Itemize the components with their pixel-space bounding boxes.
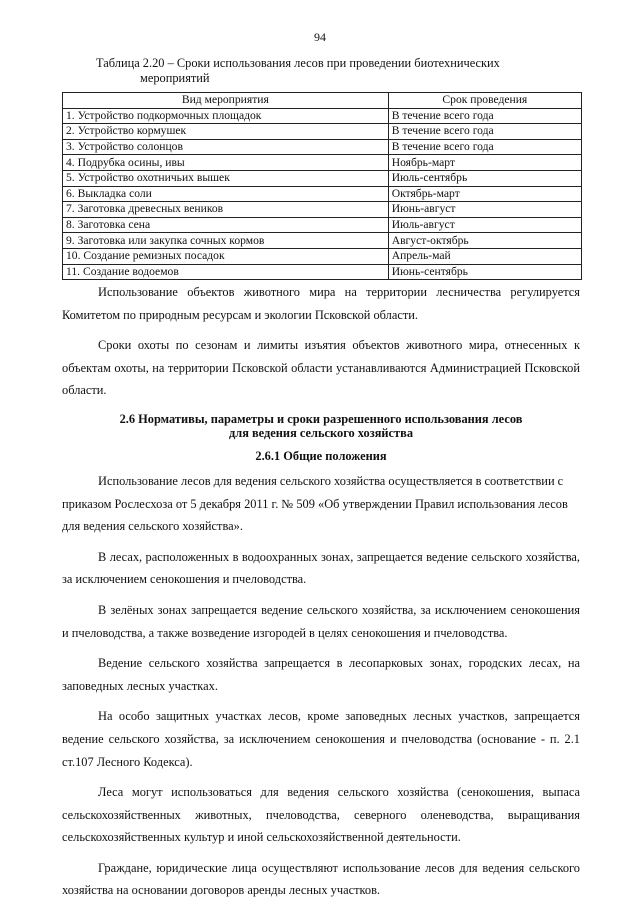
table-cell-period: В течение всего года — [388, 139, 581, 155]
paragraph-forest-parks: Ведение сельского хозяйства запрещается в лесопарковых зонах, городских лесах, на заповедных лесных участках. — [62, 656, 580, 693]
table-row — [63, 139, 582, 155]
column-header-measure: Вид мероприятия — [63, 93, 389, 109]
section-heading-line-2: для ведения сельского хозяйства — [228, 425, 414, 440]
table-cell-period: Ноябрь-март — [388, 155, 581, 171]
paragraph-lease-agreements: Граждане, юридические лица осуществляют использование лесов для ведения сельского хозяйства на основании договоров аренды лесных участков. — [62, 860, 580, 898]
body-text — [62, 281, 580, 902]
table-row — [63, 124, 582, 140]
column-header-period: Срок проведения — [388, 93, 581, 109]
table-cell-measure: 7. Заготовка древесных веников — [63, 202, 389, 218]
table-row — [63, 233, 582, 249]
table-cell-period: Апрель-май — [388, 248, 581, 264]
table-header-row — [63, 93, 582, 109]
table-cell-period: Июнь-сентябрь — [388, 264, 581, 280]
table-cell-measure: 11. Создание водоемов — [63, 264, 389, 280]
table-caption-line-1: Таблица 2.20 – Сроки использования лесов при проведении биотехнических — [96, 56, 500, 70]
table-caption-line-2: мероприятий — [140, 71, 210, 85]
table-cell-measure: 9. Заготовка или закупка сочных кормов — [63, 233, 389, 249]
table-cell-measure: 1. Устройство подкормочных площадок — [63, 108, 389, 124]
table-cell-period: Июль-сентябрь — [388, 170, 581, 186]
section-heading — [62, 412, 580, 440]
table-cell-period: Июль-август — [388, 217, 581, 233]
table-row — [63, 248, 582, 264]
table-cell-period: Август-октябрь — [388, 233, 581, 249]
table-cell-measure: 8. Заготовка сена — [63, 217, 389, 233]
table-row — [63, 264, 582, 280]
table-row — [63, 155, 582, 171]
table-cell-period: Июнь-август — [388, 202, 581, 218]
table-cell-period: В течение всего года — [388, 124, 581, 140]
paragraph-wildlife-regulation: Использование объектов животного мира на территории лесничества регулируется Комитетом по природным ресурсам и экологии Псковской области. — [62, 285, 580, 322]
paragraph-hunting-seasons: Сроки охоты по сезонам и лимиты изъятия объектов животного мира, отнесенных к объектам охоты, на территории Псковской области устанавливаются Администрацией Псковской области. — [62, 338, 580, 398]
table-cell-measure: 4. Подрубка осины, ивы — [63, 155, 389, 171]
table-row — [63, 170, 582, 186]
table-row — [63, 202, 582, 218]
page-number: 94 — [314, 30, 326, 44]
biotechnical-measures-table — [62, 92, 582, 280]
paragraph-agriculture-uses: Леса могут использоваться для ведения сельского хозяйства (сенокошения, выпаса сельскохозяйственных животных, пчеловодства, северного оленеводства, выращивания сельскохозяйственных культур и иной сельскохозяйственной деятельности. — [62, 785, 580, 845]
table-cell-measure: 3. Устройство солонцов — [63, 139, 389, 155]
table-caption — [96, 56, 556, 86]
section-heading-line-1: 2.6 Нормативы, параметры и сроки разрешенного использования лесов — [119, 411, 523, 426]
table-cell-measure: 10. Создание ремизных посадок — [63, 248, 389, 264]
paragraph-order-509: Использование лесов для ведения сельского хозяйства осуществляется в соответствии с приказом Рослесхоза от 5 декабря 2011 г. № 509 «Об утверждении Правил использования лесов для ведения сельского хозяйства». — [62, 473, 568, 534]
paragraph-green-zones: В зелёных зонах запрещается ведение сельского хозяйства, за исключением сенокошения и пчеловодства, а также возведение изгородей в целях сенокошения и пчеловодства. — [62, 602, 580, 640]
table-row — [63, 186, 582, 202]
table-row — [63, 108, 582, 124]
paragraph-protective-areas: На особо защитных участках лесов, кроме заповедных лесных участков, запрещается ведение сельского хозяйства, за исключением сенокошения и пчеловодства (основание - п. 2.1 ст.107 Лесного Кодекса). — [62, 709, 580, 769]
table-cell-measure: 2. Устройство кормушек — [63, 124, 389, 140]
paragraph-water-protection: В лесах, расположенных в водоохранных зонах, запрещается ведение сельского хозяйства, за исключением сенокошения и пчеловодства. — [62, 549, 580, 587]
subsection-heading: 2.6.1 Общие положения — [255, 448, 387, 463]
table-cell-period: Октябрь-март — [388, 186, 581, 202]
table-cell-measure: 6. Выкладка соли — [63, 186, 389, 202]
table-cell-period: В течение всего года — [388, 108, 581, 124]
table-cell-measure: 5. Устройство охотничьих вышек — [63, 170, 389, 186]
table-row — [63, 217, 582, 233]
